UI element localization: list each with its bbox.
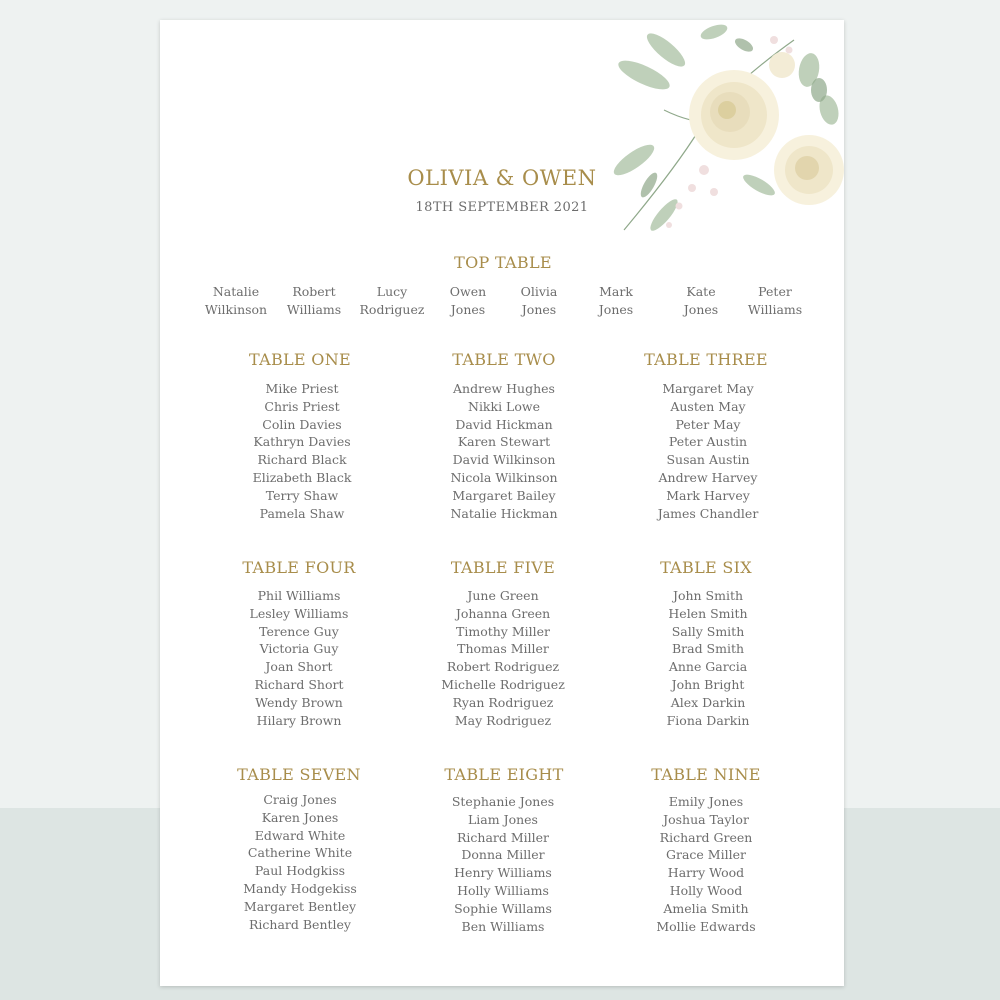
guest-name: Amelia Smith bbox=[663, 900, 749, 916]
table-guest-list bbox=[205, 791, 395, 933]
guest-name: Natalie Hickman bbox=[450, 505, 558, 521]
guest-first-name: Lucy bbox=[376, 284, 408, 299]
guest-name: Ben Williams bbox=[461, 918, 545, 934]
guest-name: Kathryn Davies bbox=[253, 434, 351, 450]
guest-name: Peter Austin bbox=[668, 434, 748, 450]
guest-name: Holly Williams bbox=[457, 882, 549, 898]
guest-name: Harry Wood bbox=[667, 865, 745, 881]
guest-last-name: Jones bbox=[598, 302, 634, 317]
guest-name: Terry Shaw bbox=[265, 487, 339, 503]
guest-first-name: Owen bbox=[449, 284, 487, 299]
top-table-guest bbox=[191, 283, 281, 319]
guest-last-name: Williams bbox=[286, 302, 342, 317]
guest-name: Margaret Bentley bbox=[243, 898, 357, 914]
guest-last-name: Jones bbox=[521, 302, 557, 317]
guest-name: Peter May bbox=[675, 416, 741, 432]
guest-first-name: Peter bbox=[758, 284, 792, 299]
guest-name: Wendy Brown bbox=[255, 694, 343, 710]
guest-name: Lesley Williams bbox=[249, 605, 349, 621]
guest-name: Anne Garcia bbox=[668, 659, 748, 675]
table-title: TABLE ONE bbox=[249, 350, 351, 369]
guest-name: Nicola Wilkinson bbox=[450, 469, 558, 485]
guest-name: Donna Miller bbox=[461, 847, 545, 863]
wedding-date: 18TH SEPTEMBER 2021 bbox=[415, 200, 589, 215]
guest-name: Holly Wood bbox=[669, 882, 743, 898]
guest-name: Mollie Edwards bbox=[656, 918, 756, 934]
guest-name: Henry Williams bbox=[454, 865, 552, 881]
guest-name: Alex Darkin bbox=[670, 694, 746, 710]
guest-name: Liam Jones bbox=[468, 811, 538, 827]
top-table-guest bbox=[269, 283, 359, 319]
guest-last-name: Jones bbox=[683, 302, 719, 317]
guest-last-name: Jones bbox=[450, 302, 486, 317]
guest-name: Richard Black bbox=[257, 452, 347, 468]
guest-name: John Smith bbox=[672, 588, 744, 603]
table-title: TABLE TWO bbox=[452, 350, 556, 369]
guest-name: Joshua Taylor bbox=[663, 811, 749, 827]
guest-first-name: Natalie bbox=[212, 284, 260, 299]
guest-first-name: Kate bbox=[686, 284, 716, 299]
guest-name: Craig Jones bbox=[263, 792, 337, 807]
guest-first-name: Mark bbox=[599, 284, 633, 299]
table-title: TABLE EIGHT bbox=[444, 765, 564, 784]
guest-name: James Chandler bbox=[657, 505, 759, 521]
table-guest-list bbox=[204, 587, 394, 729]
table-guest-list bbox=[611, 793, 801, 935]
guest-name: David Hickman bbox=[455, 416, 553, 432]
guest-last-name: Williams bbox=[747, 302, 803, 317]
guest-last-name: Rodriguez bbox=[359, 302, 425, 317]
table-guest-list bbox=[207, 380, 397, 522]
guest-name: Michelle Rodriguez bbox=[441, 676, 565, 692]
guest-name: Fiona Darkin bbox=[666, 712, 750, 728]
guest-name: Hilary Brown bbox=[256, 712, 342, 728]
guest-name: Helen Smith bbox=[668, 605, 748, 621]
guest-name: Richard Miller bbox=[456, 829, 550, 845]
guest-name: Brad Smith bbox=[671, 641, 745, 657]
guest-name: Sophie Willams bbox=[454, 900, 552, 916]
guest-name: Chris Priest bbox=[264, 398, 340, 414]
guest-name: Richard Green bbox=[659, 829, 753, 845]
table-title: TABLE SEVEN bbox=[237, 765, 361, 784]
guest-name: Catherine White bbox=[247, 845, 353, 861]
guest-name: Mike Priest bbox=[265, 381, 339, 396]
guest-name: June Green bbox=[467, 588, 539, 603]
guest-name: Sally Smith bbox=[671, 623, 745, 639]
table-title: TABLE THREE bbox=[644, 350, 768, 369]
guest-first-name: Olivia bbox=[520, 284, 558, 299]
guest-name: Thomas Miller bbox=[457, 641, 549, 657]
top-table-guest bbox=[571, 283, 661, 319]
guest-name: Susan Austin bbox=[666, 452, 750, 468]
guest-name: Andrew Hughes bbox=[453, 381, 555, 396]
seating-plan-card bbox=[160, 20, 844, 986]
guest-name: Elizabeth Black bbox=[252, 469, 352, 485]
guest-name: May Rodriguez bbox=[454, 712, 552, 728]
guest-name: Joan Short bbox=[265, 659, 333, 675]
guest-name: Johanna Green bbox=[455, 605, 551, 621]
table-title: TABLE FIVE bbox=[450, 558, 556, 577]
guest-name: Robert Rodriguez bbox=[446, 659, 560, 675]
guest-name: Richard Bentley bbox=[249, 916, 351, 932]
guest-name: Karen Jones bbox=[261, 809, 339, 825]
guest-name: Phil Williams bbox=[257, 588, 341, 603]
guest-name: Karen Stewart bbox=[457, 434, 551, 450]
guest-name: Victoria Guy bbox=[259, 641, 339, 657]
guest-name: Margaret May bbox=[662, 381, 754, 396]
guest-name: Paul Hodgkiss bbox=[254, 863, 346, 879]
table-guest-list bbox=[613, 587, 803, 729]
guest-name: Andrew Harvey bbox=[658, 469, 758, 485]
table-title: TABLE SIX bbox=[660, 558, 752, 577]
guest-name: Austen May bbox=[670, 398, 746, 414]
table-title: TABLE FOUR bbox=[242, 558, 356, 577]
top-table-title: TOP TABLE bbox=[454, 253, 552, 272]
table-title: TABLE NINE bbox=[651, 765, 761, 784]
guest-name: Richard Short bbox=[254, 676, 344, 692]
guest-name: John Bright bbox=[671, 676, 745, 692]
guest-name: Stephanie Jones bbox=[451, 794, 555, 809]
guest-name: Edward White bbox=[254, 827, 346, 843]
top-table-guest bbox=[730, 283, 820, 319]
guest-name: Mandy Hodgekiss bbox=[243, 880, 357, 896]
guest-name: Timothy Miller bbox=[456, 623, 550, 639]
guest-name: Ryan Rodriguez bbox=[452, 694, 554, 710]
guest-last-name: Wilkinson bbox=[204, 302, 268, 317]
table-guest-list bbox=[408, 793, 598, 935]
table-guest-list bbox=[408, 587, 598, 729]
guest-name: David Wilkinson bbox=[452, 452, 556, 468]
guest-first-name: Robert bbox=[292, 284, 336, 299]
guest-name: Nikki Lowe bbox=[468, 398, 540, 414]
table-guest-list bbox=[613, 380, 803, 522]
guest-name: Terence Guy bbox=[259, 623, 339, 639]
guest-name: Emily Jones bbox=[668, 794, 744, 809]
guest-name: Grace Miller bbox=[666, 847, 746, 863]
guest-name: Mark Harvey bbox=[666, 487, 750, 503]
guest-name: Margaret Bailey bbox=[452, 487, 556, 503]
couple-names: OLIVIA & OWEN bbox=[407, 166, 597, 190]
guest-name: Colin Davies bbox=[262, 416, 342, 432]
table-guest-list bbox=[409, 380, 599, 522]
guest-name: Pamela Shaw bbox=[259, 505, 345, 521]
